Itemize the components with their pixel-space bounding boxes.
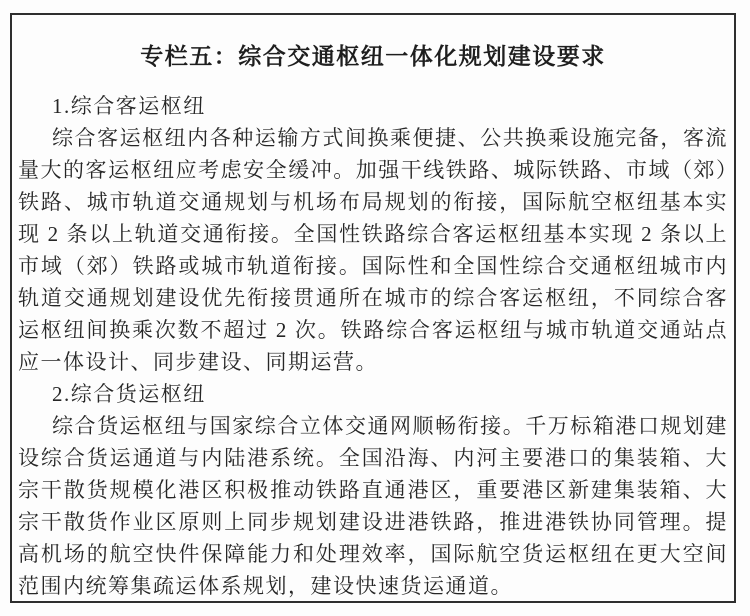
box-body [12,90,734,602]
section-1-paragraph: 综合客运枢纽内各种运输方式间换乘便捷、公共换乘设施完备，客流量大的客运枢纽应考虑安全缓冲。加强干线铁路、城际铁路、市域（郊）铁路、城市轨道交通规划与机场布局规划的衔接，国际航空枢纽基本实现 2 条以上轨道交通衔接。全国性铁路综合客运枢纽基本实现 2 条以上市域（郊）铁路或城市轨道衔接。国际性和全国性综合交通枢纽城市内轨道交通规划建设优先衔接贯通所在城市的综合客运枢纽，不同综合客运枢纽间换乘次数不超过 2 次。铁路综合客运枢纽与城市轨道交通站点应一体设计、同步建设、同期运营。 [18,126,728,374]
section-1-heading: 1.综合客运枢纽 [52,94,206,118]
section-2-paragraph: 综合货运枢纽与国家综合立体交通网顺畅衔接。千万标箱港口规划建设综合货运通道与内陆港系统。全国沿海、内河主要港口的集装箱、大宗干散货规模化港区积极推动铁路直通港区，重要港区新建集装箱、大宗干散货作业区原则上同步规划建设进港铁路，推进港铁协同管理。提高机场的航空快件保障能力和处理效率，国际航空货运枢纽在更大空间范围内统筹集疏运体系规划，建设快速货运通道。 [18,414,728,598]
section-2-heading: 2.综合货运枢纽 [52,382,206,406]
box-title: 专栏五：综合交通枢纽一体化规划建设要求 [140,43,606,69]
highlight-box [10,13,736,603]
